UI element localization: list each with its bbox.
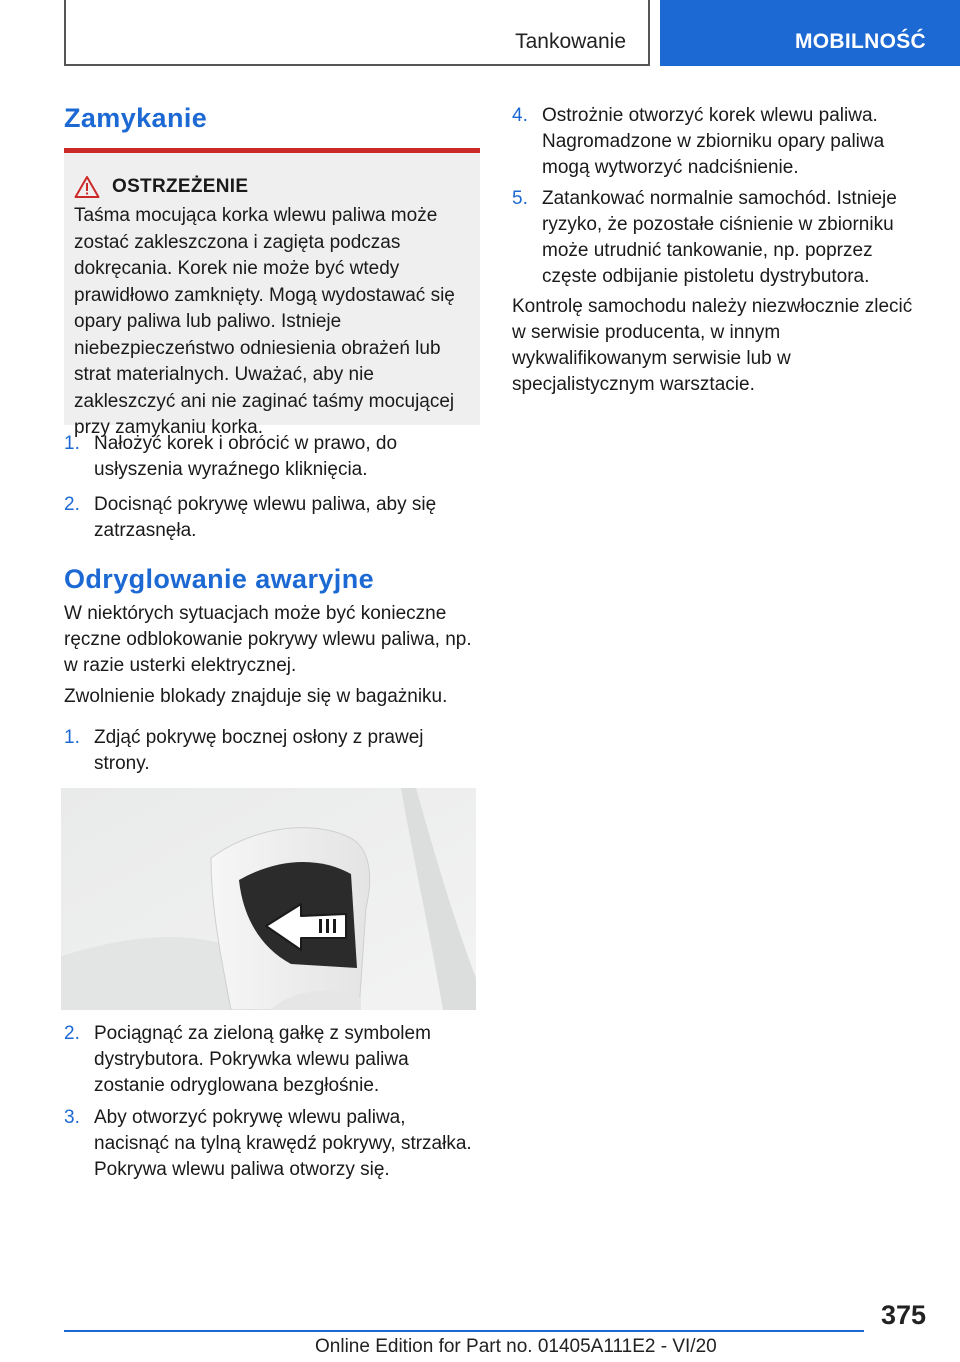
footer-divider	[64, 1330, 864, 1332]
heading-odryglowanie: Odryglowanie awaryjne	[64, 564, 375, 594]
warning-box	[64, 148, 480, 438]
footer-edition: Online Edition for Part no. 01405A111E2 - VI/20	[315, 1336, 717, 1357]
list-item	[512, 103, 930, 181]
paragraph: W niektórych sytuacjach może być konieczne ręczne odblokowanie pokrywy wlewu paliwa, np. w razie usterki elektrycznej.	[64, 603, 472, 676]
list-item	[64, 1105, 480, 1183]
heading-zamykanie: Zamykanie	[64, 103, 208, 133]
header-frame	[64, 0, 650, 66]
list-text: Ostrożnie otworzyć korek wlewu paliwa. Nagromadzone w zbiorniku opary paliwa mogą wytworzyć nadciśnienie.	[542, 105, 885, 178]
list-number: 3.	[64, 1107, 80, 1128]
list-item	[64, 1021, 480, 1099]
chapter-tab[interactable]	[660, 0, 960, 66]
list-text: Zatankować normalnie samochód. Istnieje ryzyko, że pozostałe ciśnienie w zbiorniku może utrudnić tankowanie, np. poprzez częste odbijanie pistoletu dystrybutora.	[542, 188, 897, 287]
warning-title: OSTRZEŻENIE	[112, 176, 249, 197]
list-text: Docisnąć pokrywę wlewu paliwa, aby się zatrzasnęła.	[94, 494, 437, 541]
list-item	[512, 186, 930, 290]
list-number: 1.	[64, 433, 80, 454]
trunk-release-image	[61, 788, 476, 1010]
list-item	[64, 492, 480, 544]
list-number: 5.	[512, 188, 528, 209]
list-item	[64, 431, 480, 483]
list-text: Nałożyć korek i obrócić w prawo, do usłyszenia wyraźnego kliknięcia.	[94, 433, 398, 480]
list-number: 1.	[64, 727, 80, 748]
paragraph: Kontrolę samochodu należy niezwłocznie zlecić w serwisie producenta, w innym wykwalifikowanym serwisie lub w specjalistycznym warsztacie.	[512, 296, 913, 395]
trunk-release-illustration	[61, 788, 476, 1010]
warning-text: Taśma mocująca korka wlewu paliwa może zostać zakleszczona i zagięta podczas dokręcania. Korek nie może być wtedy prawidłowo zamknięty. Mogą wydostawać się opary paliwa lub paliwo. Istnieje niebezpieczeństwo odniesienia obrażeń lub strat materialnych. Uważać, aby nie zakleszczyć ani nie zaginać taśmy mocującej przy zamykaniu korka.	[74, 205, 455, 438]
list-text: Zdjąć pokrywę bocznej osłony z prawej strony.	[94, 727, 424, 774]
list-number: 2.	[64, 494, 80, 515]
list-number: 2.	[64, 1023, 80, 1044]
section-title: Tankowanie	[515, 30, 626, 53]
list-number: 4.	[512, 105, 528, 126]
paragraph: Zwolnienie blokady znajduje się w bagażniku.	[64, 686, 448, 707]
page-number: 375	[880, 1300, 926, 1330]
chapter-tab-label: MOBILNOŚĆ	[794, 30, 926, 53]
list-item	[64, 725, 480, 777]
list-text: Pociągnąć za zieloną gałkę z symbolem dystrybutora. Pokrywka wlewu paliwa zostanie odryglowana bezgłośnie.	[94, 1023, 431, 1096]
warning-title-row	[74, 175, 248, 199]
list-text: Aby otworzyć pokrywę wlewu paliwa, nacisnąć na tylną krawędź pokrywy, strzałka. Pokrywa wlewu paliwa otworzy się.	[94, 1107, 472, 1180]
warning-triangle-icon	[74, 175, 100, 199]
